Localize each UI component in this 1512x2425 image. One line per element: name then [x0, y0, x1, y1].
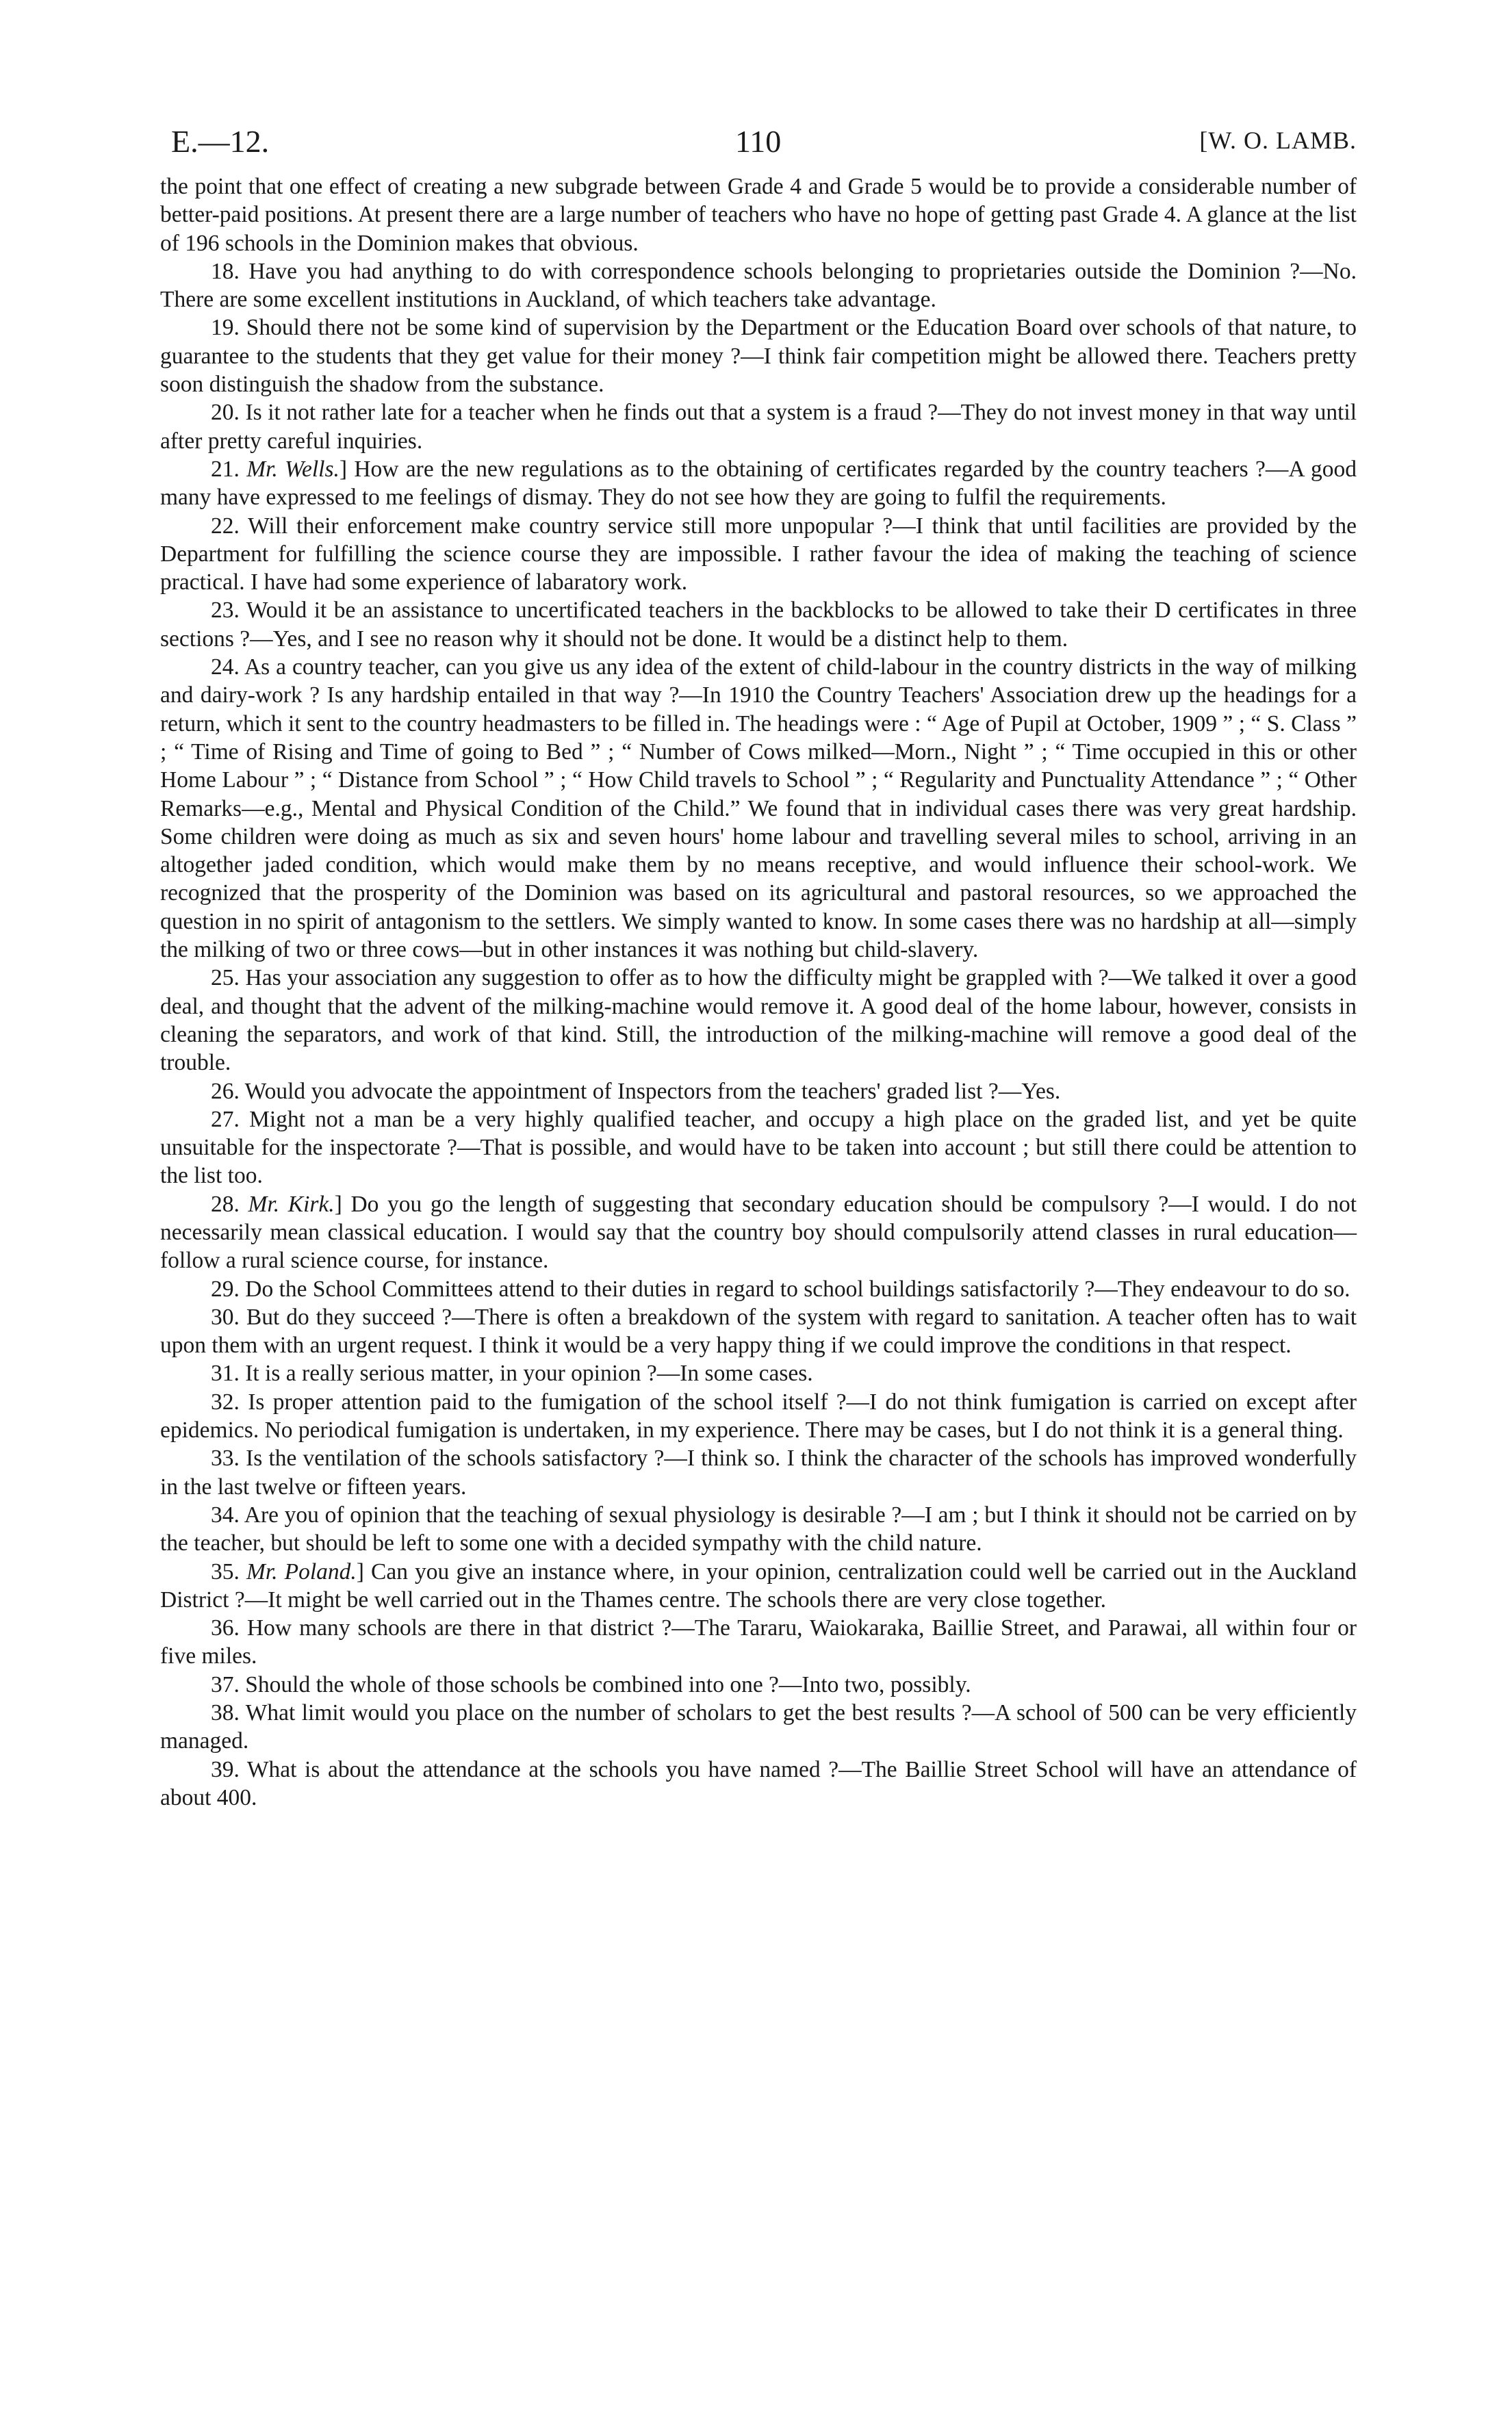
question-number: 19.	[211, 315, 240, 341]
question-number: 37.	[211, 1671, 240, 1697]
question-number: 30.	[211, 1304, 240, 1330]
question-number: 38.	[211, 1700, 240, 1726]
paragraph-text: the point that one effect of creating a new subgrade between Grade 4 and Grade 5 would be to provide a considerable number of better-paid positions. At present there are a large number of teachers who have no hope of getting past Grade 4. A glance at the list of 196 schools in the Dominion makes that obvious.	[160, 174, 1357, 256]
paragraph-text: Are you of opinion that the teaching of sexual physiology is desirable ?—I am ; but I think it should not be carried on by the teacher, but should be left to some one with a decided sympathy with the child nature.	[160, 1502, 1357, 1556]
paragraph-text: Can you give an instance where, in your opinion, centralization could well be carried out in the Auckland District ?—It might be well carried out in the Thames centre. The schools there are very close together.	[160, 1558, 1357, 1613]
paragraph-text: What is about the attendance at the schools you have named ?—The Baillie Street School will have an attendance of about 400.	[160, 1756, 1357, 1810]
paragraph-text: Is proper attention paid to the fumigation of the school itself ?—I do not think fumigation is carried on except after epidemics. No periodical fumigation is undertaken, in my experience. There may be cases, but I do not think it is a general thing.	[160, 1389, 1357, 1444]
question-number: 18.	[211, 258, 240, 284]
paragraph: 21. Mr. Wells.] How are the new regulations as to the obtaining of certificates regarded by the country teachers ?—A good many have expressed to me feelings of dismay. They do not see how they are going to fulfil the requirements.	[160, 456, 1357, 511]
speaker-name: Mr. Wells.	[246, 456, 339, 482]
paragraph	[160, 1671, 1357, 1699]
paragraph	[160, 1501, 1357, 1558]
question-number: 33.	[211, 1446, 240, 1472]
question-number: 39.	[211, 1756, 240, 1782]
paragraph	[160, 1444, 1357, 1501]
paragraph: 35. Mr. Poland.] Can you give an instance where, in your opinion, centralization could well be carried out in the Auckland District ?—It might be well carried out in the Thames centre. The schools there are very close together.	[160, 1558, 1357, 1613]
paragraph	[160, 964, 1357, 1077]
question-number: 32.	[211, 1389, 240, 1415]
paragraph-text: Would you advocate the appointment of Inspectors from the teachers' graded list ?—Yes.	[244, 1078, 1061, 1104]
paragraph-text: Would it be an assistance to uncertificated teachers in the backblocks to be allowed to take their D certificates in three sections ?—Yes, and I see no reason why it should not be done. It would be a distinct help to them.	[160, 598, 1357, 652]
page-number: 110	[735, 124, 782, 159]
witness-name: [W. O. LAMB.	[1199, 127, 1357, 154]
paragraph	[160, 596, 1357, 653]
paragraph	[160, 172, 1357, 257]
question-number: 34.	[211, 1502, 240, 1528]
paragraph-text: How are the new regulations as to the obtaining of certificates regarded by the country teachers ?—A good many have expressed to me feelings of dismay. They do not see how they are going to fulfil the requirements.	[160, 456, 1357, 511]
document-page	[160, 123, 1357, 1812]
question-number: 26.	[211, 1078, 240, 1104]
question-number: 25.	[211, 965, 240, 991]
paragraph	[160, 1388, 1357, 1445]
paragraph	[160, 512, 1357, 597]
paragraph	[160, 1105, 1357, 1190]
question-number: 24.	[211, 654, 240, 680]
paragraph-text: But do they succeed ?—There is often a breakdown of the system with regard to sanitation. A teacher often has to wait upon them with an urgent request. I think it would be a very happy thing if we could improve the conditions in that respect.	[160, 1304, 1357, 1359]
speaker-name: Mr. Kirk.	[248, 1191, 335, 1217]
paragraph-text: Should the whole of those schools be combined into one ?—Into two, possibly.	[245, 1671, 971, 1697]
paragraph-text: Should there not be some kind of supervision by the Department or the Education Board over schools of that nature, to guarantee to the students that they get value for their money ?—I think fair competition might be allowed there. Teachers pretty soon distinguish the shadow from the substance.	[160, 315, 1357, 398]
paragraph	[160, 1303, 1357, 1360]
question-number: 22.	[211, 513, 240, 539]
paragraph-text: Have you had anything to do with correspondence schools belonging to proprietaries outside the Dominion ?—No. There are some excellent institutions in Auckland, of which teachers take advantage.	[160, 258, 1357, 313]
paragraph-text: Might not a man be a very highly qualified teacher, and occupy a high place on the graded list, and yet be quite unsuitable for the inspectorate ?—That is possible, and would have to be taken into account ; but still there could be attention to the list too.	[160, 1106, 1357, 1189]
paragraph-text: Do the School Committees attend to their duties in regard to school buildings satisfactorily ?—They endeavour to do so.	[245, 1276, 1350, 1302]
question-number: 36.	[211, 1615, 240, 1641]
question-number: 29.	[211, 1276, 240, 1302]
paragraph-text: Will their enforcement make country service still more unpopular ?—I think that until facilities are provided by the Department for fulfilling the science course they are impossible. I rather favour the idea of making the teaching of science practical. I have had some experience of labaratory work.	[160, 513, 1357, 595]
paragraph	[160, 1275, 1357, 1303]
speaker-name: Mr. Poland.	[246, 1558, 357, 1584]
paragraph-text: Do you go the length of suggesting that secondary education should be compulsory ?—I would. I do not necessarily mean classical education. I would say that the country boy should compulsorily attend classes in rural education—follow a rural science course, for instance.	[160, 1191, 1357, 1274]
question-number: 35.	[211, 1558, 240, 1584]
question-number: 28.	[211, 1191, 240, 1217]
question-number: 21.	[211, 456, 240, 482]
paragraph-text: Is the ventilation of the schools satisfactory ?—I think so. I think the character of the schools has improved wonderfully in the last twelve or fifteen years.	[160, 1446, 1357, 1500]
question-number: 23.	[211, 598, 240, 624]
paragraph	[160, 1077, 1357, 1105]
paragraph	[160, 653, 1357, 964]
paragraph	[160, 1359, 1357, 1387]
paragraph	[160, 313, 1357, 398]
paragraph-text: As a country teacher, can you give us any idea of the extent of child-labour in the country districts in the way of milking and dairy-work ? Is any hardship entailed in that way ?—In 1910 the Country Teachers' Association drew up the headings for a return, which it sent to the country headmasters to be filled in. The headings were : “ Age of Pupil at October, 1909 ” ; “ S. Class ” ; “ Time of Rising and Time of going to Bed ” ; “ Number of Cows milked—Morn., Night ” ; “ Time occupied in this or other Home Labour ” ; “ Distance from School ” ; “ How Child travels to School ” ; “ Regularity and Punctuality Attendance ” ; “ Other Remarks—e.g., Mental and Physical Condition of the Child.” We found that in individual cases there was very great hardship. Some children were doing as much as six and seven hours' home labour and travelling several miles to school, arriving in an altogether jaded condition, which would make them by no means receptive, and would influence their school-work. We recognized that the prosperity of the Dominion was based on its agricultural and pastoral resources, so we approached the question in no spirit of antagonism to the settlers. We simply wanted to know. In some cases there was no hardship at all—simply the milking of two or three cows—but in other instances it was nothing but child-slavery.	[160, 654, 1357, 963]
paragraph-text: How many schools are there in that district ?—The Tararu, Waiokaraka, Baillie Street, and Parawai, all within four or five miles.	[160, 1615, 1357, 1669]
paragraph: 28. Mr. Kirk.] Do you go the length of suggesting that secondary education should be compulsory ?—I would. I do not necessarily mean classical education. I would say that the country boy should compulsorily attend classes in rural education—follow a rural science course, for instance.	[160, 1191, 1357, 1274]
paragraph	[160, 1756, 1357, 1812]
paragraph-text: Is it not rather late for a teacher when he finds out that a system is a fraud ?—They do not invest money in that way until after pretty careful inquiries.	[160, 400, 1357, 454]
report-code: E.—12.	[171, 124, 270, 159]
paragraph	[160, 398, 1357, 455]
question-number: 27.	[211, 1106, 240, 1132]
document-body	[160, 172, 1357, 1812]
paragraph-text: It is a really serious matter, in your opinion ?—In some cases.	[245, 1361, 813, 1387]
question-number: 20.	[211, 400, 240, 426]
paragraph	[160, 1699, 1357, 1756]
paragraph	[160, 1614, 1357, 1671]
question-number: 31.	[211, 1361, 240, 1387]
paragraph-text: What limit would you place on the number of scholars to get the best results ?—A school of 500 can be very efficiently managed.	[160, 1700, 1357, 1754]
paragraph	[160, 257, 1357, 314]
paragraph-text: Has your association any suggestion to offer as to how the difficulty might be grappled with ?—We talked it over a good deal, and thought that the advent of the milking-machine would remove it. A good deal of the home labour, however, consists in cleaning the separators, and work of that kind. Still, the introduction of the milking-machine will remove a good deal of the trouble.	[160, 965, 1357, 1076]
page-header	[160, 123, 1357, 171]
